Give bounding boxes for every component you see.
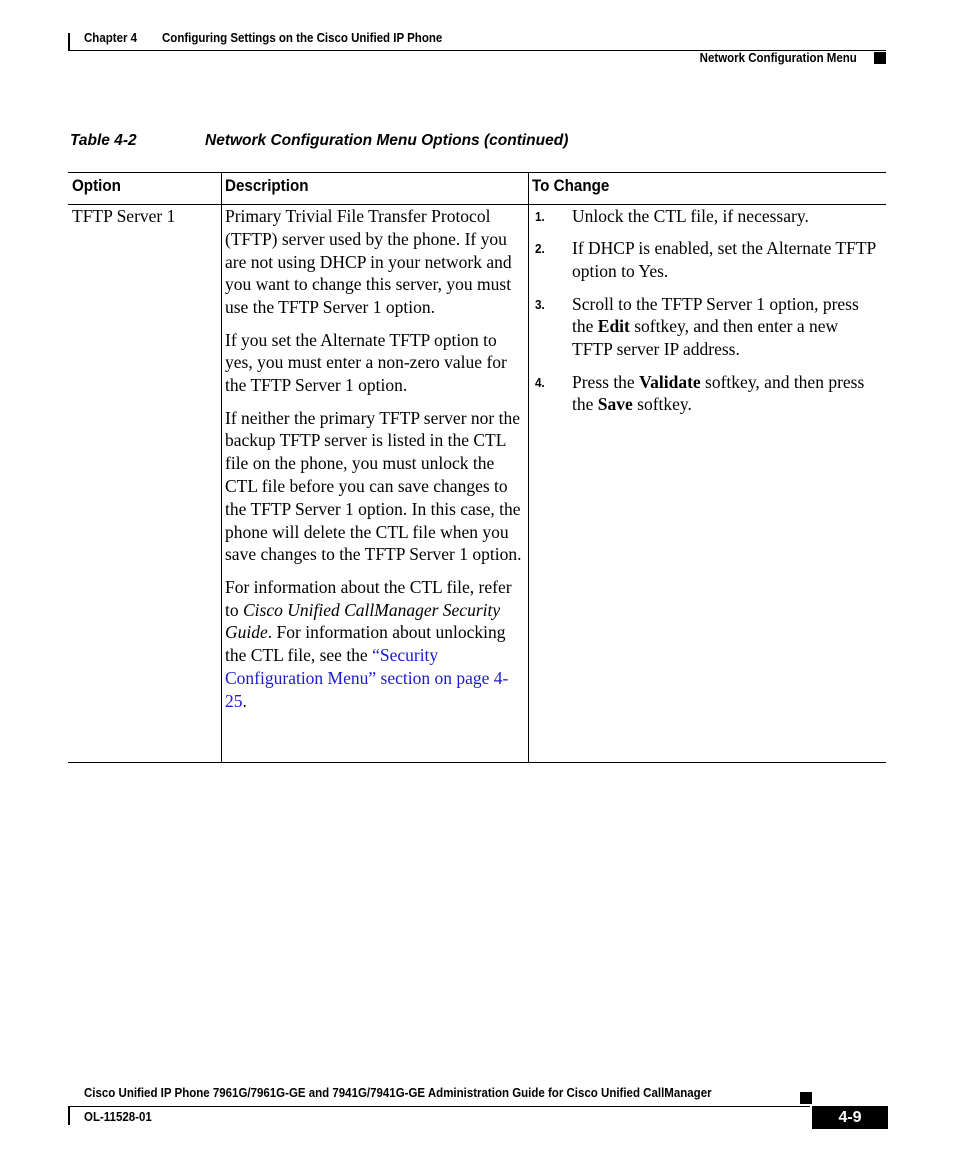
step-text: softkey, and then press the [572, 371, 865, 415]
description-paragraph: If neither the primary TFTP server nor the backup TFTP server is listed in the CTL file on the phone, you must unlock the CTL file before you can save changes to the TFTP Server 1 option. In this case, the phone will delete the CTL file when you save changes to the TFTP Server 1 option. [225, 407, 522, 565]
softkey-name: Edit [597, 316, 630, 337]
table-top-rule [68, 172, 886, 173]
softkey-name: Validate [639, 371, 701, 392]
softkey-name: Save [597, 394, 633, 415]
step-item [535, 237, 880, 283]
step-number: 1. [535, 209, 545, 224]
description-cell [225, 205, 525, 722]
step-number: 4. [535, 374, 545, 390]
step-text: softkey. [632, 394, 692, 415]
guide-reference: Cisco Unified CallManager Security Guide [225, 599, 501, 643]
guide-title: Cisco Unified IP Phone 7961G/7961G-GE and 7941G/7941G-GE Administration Guide for Cisco Unified CallManager [84, 1086, 712, 1100]
column-header-option: Option [72, 177, 121, 195]
step-number: 2. [535, 241, 545, 257]
table-title: Network Configuration Menu Options (continued) [205, 132, 569, 149]
description-text: For information about the CTL file, refer to [225, 576, 512, 620]
step-text: Scroll to the TFTP Server 1 option, press the [572, 293, 859, 337]
document-number: OL-11528-01 [84, 1110, 152, 1124]
column-divider [221, 172, 222, 763]
header-marker [874, 52, 886, 64]
table-number: Table 4-2 [70, 132, 137, 149]
chapter-label: Chapter 4 [84, 31, 138, 45]
description-paragraph [225, 576, 525, 713]
description-text: . For information about unlocking the CTL file, see the [225, 622, 506, 666]
step-text: softkey, and then enter a new TFTP server IP address. [572, 316, 839, 360]
step-item [535, 293, 880, 361]
step-text: Press the [572, 371, 640, 392]
step-text: If DHCP is enabled, set the Alternate TFTP option to Yes. [572, 238, 876, 282]
header-bar [68, 33, 70, 51]
step-item [535, 371, 880, 417]
chapter-title: Configuring Settings on the Cisco Unified IP Phone [162, 31, 443, 45]
description-paragraph: Primary Trivial File Transfer Protocol (TFTP) server used by the phone. If you are not using DHCP in your network and you want to change this server, you must use the TFTP Server 1 option. [225, 206, 512, 318]
column-divider [528, 172, 529, 763]
option-cell [72, 205, 217, 228]
footer-marker [800, 1092, 812, 1104]
page-number: 4-9 [812, 1106, 888, 1129]
security-menu-link[interactable]: “Security Configuration Menu” section on page 4-25 [225, 645, 509, 711]
table-bottom-rule [68, 762, 886, 763]
section-title: Network Configuration Menu [699, 51, 857, 65]
column-header-description: Description [225, 177, 309, 195]
step-item [535, 205, 880, 228]
column-header-to-change: To Change [532, 177, 610, 195]
footer-bar [68, 1106, 70, 1125]
to-change-cell [535, 205, 880, 426]
option-name: TFTP Server 1 [72, 206, 176, 226]
step-number: 3. [535, 296, 545, 312]
description-paragraph: If you set the Alternate TFTP option to yes, you must enter a non-zero value for the TFTP Server 1 option. [225, 329, 507, 396]
description-text: . [242, 690, 247, 711]
step-text: Unlock the CTL file, if necessary. [572, 206, 809, 226]
steps-list [535, 205, 880, 416]
footer-rule [68, 1106, 810, 1107]
